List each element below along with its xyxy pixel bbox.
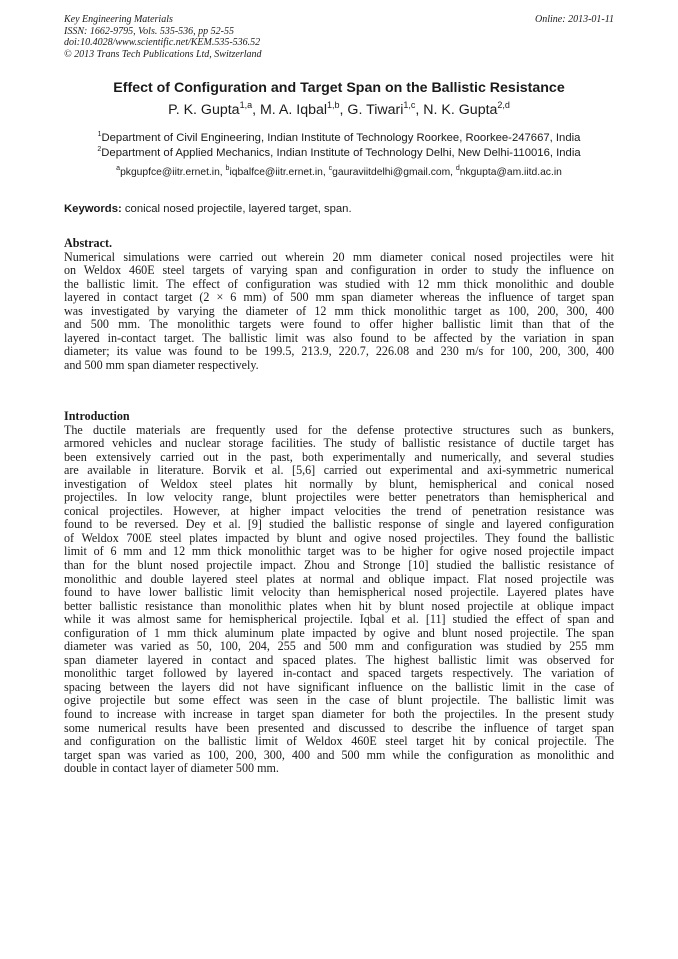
text-line: span diameter layered in contact and spaced plates. The highest ballistic limit was observed for [64, 652, 614, 667]
text-line: The ductile materials are frequently used for the defense protective structures such as bunkers, [64, 422, 614, 437]
text-line: ogive projectile but some effect was seen in the case of blunt projectile. The ballistic limit was [64, 693, 614, 708]
author-name: N. K. Gupta [423, 102, 498, 118]
abstract-body [64, 251, 614, 373]
email-address: iqbalfce@iitr.ernet.in, [229, 167, 329, 178]
affiliation-text: Department of Applied Mechanics, Indian Institute of Technology Delhi, New Delhi-110016, India [101, 147, 581, 159]
text-line: some numerical results have been presented and discussed to describe the influence of target span [64, 720, 614, 735]
keywords-label: Keywords: [64, 203, 122, 215]
journal-doi: doi:10.4028/www.scientific.net/KEM.535-536.52 [64, 37, 261, 48]
author-list [0, 102, 678, 118]
email-mark: a [116, 165, 121, 172]
affiliation-text: Department of Civil Engineering, Indian Institute of Technology Roorkee, Roorkee-247667, India [101, 132, 581, 144]
online-date: Online: 2013-01-11 [535, 14, 614, 25]
paper-title: Effect of Configuration and Target Span on the Ballistic Resistance [113, 80, 565, 96]
text-line: and 500 mm span diameter respectively. [64, 357, 259, 372]
text-line: better ballistic resistance than monolithic plates when hit by blunt nosed projectile at oblique impact [64, 598, 614, 613]
journal-metadata [64, 14, 262, 60]
text-line: diameter; its value was found to be 199.5, 213.9, 220.7, 226.08 and 230 m/s for 100, 200, 300, 400 [64, 344, 614, 359]
email-mark: c [328, 165, 333, 172]
email-address: gauraviitdelhi@gmail.com, [332, 167, 456, 178]
text-line: found to increase with increase in target span diameter for both the projectiles. In the present study [64, 707, 614, 722]
affiliation-mark: 1 [97, 131, 102, 138]
author-affiliation-mark: 1,b [327, 100, 340, 110]
text-line: layered in-contact target. The ballistic limit was also found to be affected by the variation in span [64, 330, 614, 345]
text-line: and configuration on the ballistic limit of Weldox 460E steel target hit by conical projectile. The [64, 734, 614, 749]
author-affiliation-mark: 1,a [239, 100, 253, 110]
author-name: G. Tiwari [347, 102, 404, 118]
text-line: monolithic target followed by layered in-contact and spaced targets respectively. The variation of [64, 666, 614, 681]
affiliation [0, 131, 678, 146]
keywords [64, 203, 352, 215]
text-line: configuration of 1 mm thick aluminum plate impacted by ogive and blunt nosed projectile. The span [64, 625, 614, 640]
abstract-heading: Abstract. [64, 236, 113, 250]
text-line: limit of 6 mm and 12 mm thick monolithic target was to be higher for ogive nosed projectile impact [64, 544, 614, 559]
text-line: been extensively carried out in the past, both experimentally and numerically, and several studies [64, 449, 614, 464]
email-address: nkgupta@am.iitd.ac.in [459, 167, 562, 178]
text-line: projectiles. In low velocity range, blunt projectiles were better penetrators than hemispherical and [64, 490, 614, 505]
author-name: M. A. Iqbal [259, 102, 328, 118]
abstract-section [64, 237, 614, 372]
journal-copyright: © 2013 Trans Tech Publications Ltd, Switzerland [64, 48, 262, 60]
text-line: found to be reversed. Dey et al. [9] studied the ballistic response of single and layered configuration [64, 517, 614, 532]
affiliation [0, 146, 678, 161]
author-affiliation-mark: 1,c [403, 100, 416, 110]
text-line: found to have lower ballistic limit velocity than hemispherical nosed projectile. Layered plates have [64, 585, 614, 600]
text-line: target span was varied as 100, 200, 300, 400 and 500 mm while the configuration as monolithic and [64, 747, 614, 762]
email-address: pkgupfce@iitr.ernet.in, [120, 167, 226, 178]
journal-issn: ISSN: 1662-9795, Vols. 535-536, pp 52-55 [64, 25, 234, 37]
author-emails [0, 167, 678, 178]
keywords-text: conical nosed projectile, layered target, span. [121, 203, 352, 215]
text-line: of Weldox 700E steel plates impacted by blunt and ogive nosed projectiles. They found the ballistic [64, 530, 614, 545]
text-line: while it was almost same for hemispherical projectile. Iqbal et al. [11] studied the effect of span and [64, 612, 614, 627]
author-separator: , [339, 102, 348, 118]
author-affiliation-mark: 2,d [497, 100, 510, 110]
email-mark: d [455, 165, 460, 172]
text-line: conical projectiles. However, at higher impact velocities the trend of penetration resistance was [64, 503, 614, 518]
text-line: spacing between the layers did not have significant influence on the ballistic limit in the case of [64, 679, 614, 694]
author-name: P. K. Gupta [168, 102, 240, 118]
text-line: was investigated by varying the diameter of 12 mm thick monolithic target as 100, 200, 300, 400 [64, 303, 614, 318]
affiliation-mark: 2 [97, 146, 102, 153]
introduction-heading: Introduction [64, 409, 130, 423]
text-line: on Weldox 460E steel targets of varying span and configuration in order to study the influence on [64, 263, 614, 278]
text-line: than for the blunt nosed projectile impact. Zhou and Stronge [10] studied the ballistic resistance of [64, 558, 614, 573]
text-line: double in contact layer of diameter 500 mm. [64, 761, 279, 776]
journal-name: Key Engineering Materials [64, 14, 173, 25]
text-line: diameter was varied as 50, 100, 204, 255 and 500 mm and configuration was studied by 255 mm [64, 639, 614, 654]
text-line: investigation of Weldox steel plates hit normally by blunt, hemispherical and conical nosed [64, 476, 614, 491]
affiliations [0, 131, 678, 161]
author-separator: , [252, 102, 260, 118]
text-line: layered in contact target (2 × 6 mm) of 500 mm span diameter whereas the influence of target span [64, 290, 614, 305]
text-line: monolithic and double layered steel plates at normal and oblique impact. Flat nosed projectile was [64, 571, 614, 586]
text-line: armored vehicles and nuclear storage facilities. The study of ballistic resistance of ductile target has [64, 436, 614, 451]
email-mark: b [225, 165, 230, 172]
text-line: are available in literature. Borvik et al. [5,6] carried out experimental and axi-symmetric numerical [64, 463, 614, 478]
introduction-section [64, 410, 614, 776]
author-separator: , [415, 102, 424, 118]
text-line: the ballistic limit. The effect of configuration was studied with 12 mm thick monolithic and double [64, 276, 614, 291]
text-line: Numerical simulations were carried out wherein 20 mm diameter conical nosed projectiles were hit [64, 249, 614, 264]
text-line: and 500 mm. The monolithic targets were found to offer higher ballistic limit than that of the [64, 317, 614, 332]
introduction-body [64, 424, 614, 776]
